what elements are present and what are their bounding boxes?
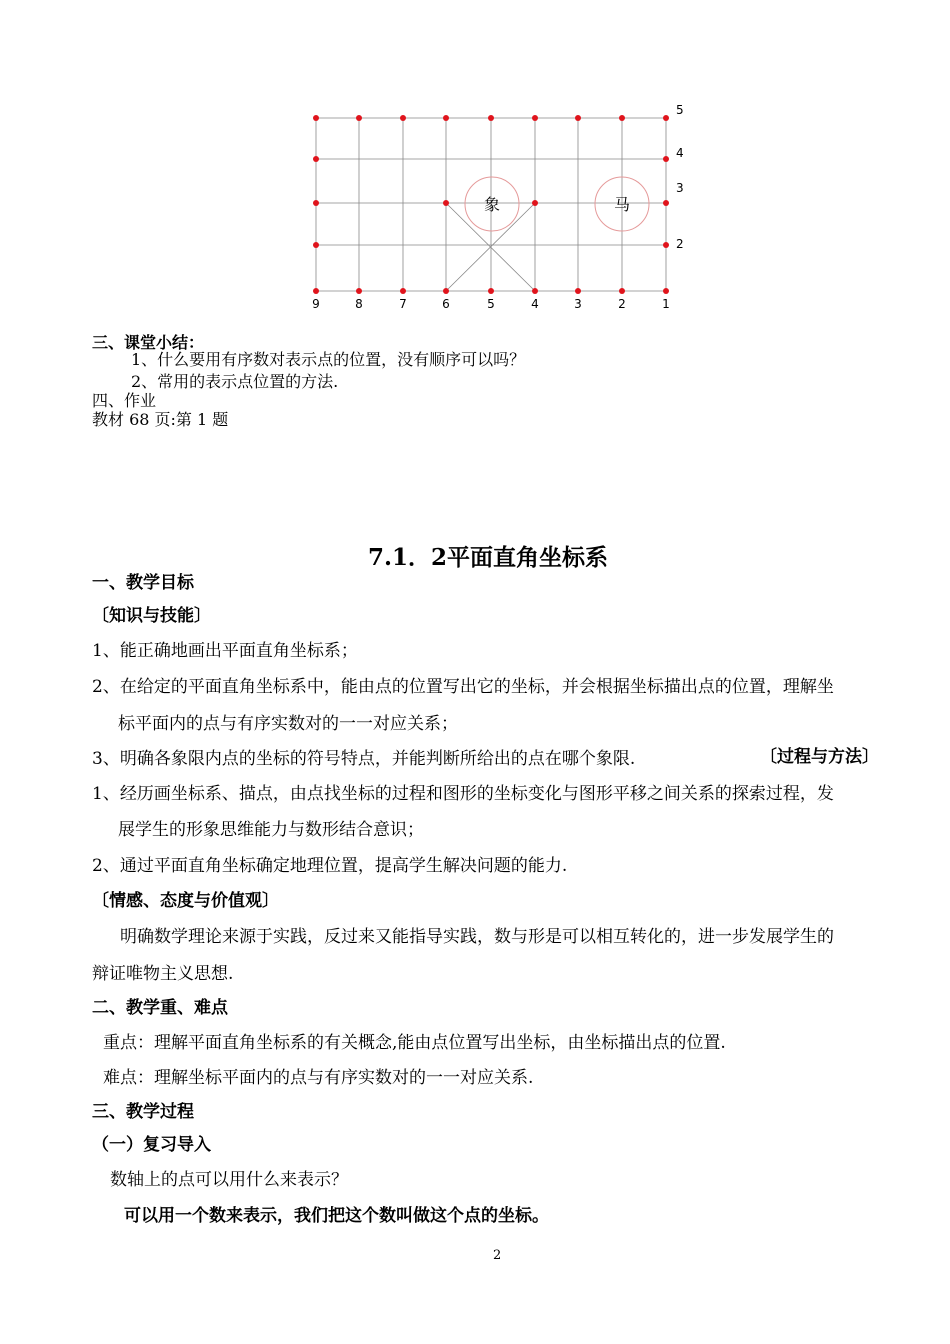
summary-heading: 三、课堂小结： xyxy=(92,333,205,352)
bottom-axis-label: 7 xyxy=(399,297,407,311)
knowledge-item-2-line1: 2、在给定的平面直角坐标系中，能由点的位置写出它的坐标，并会根据坐标描出点的位置，理解坐 xyxy=(92,677,834,697)
grid-dot xyxy=(575,115,581,121)
review-answer: 可以用一个数来表示，我们把这个数叫做这个点的坐标。 xyxy=(124,1206,549,1226)
summary-item-1: 1、什么要用有序数对表示点的位置，没有顺序可以吗？ xyxy=(131,350,526,369)
grid-dot xyxy=(443,115,449,121)
piece-elephant: 象 xyxy=(483,195,501,214)
grid-dot xyxy=(313,200,319,206)
grid-dot xyxy=(488,115,494,121)
grid-dot xyxy=(619,115,625,121)
heading-process-methods: 〔过程与方法〕 xyxy=(760,747,879,767)
process-item-1-line2: 展学生的形象思维能力与数形结合意识； xyxy=(118,820,424,840)
right-axis-label: 4 xyxy=(676,146,684,160)
knowledge-item-3: 3、明确各象限内点的坐标的符号特点，并能判断所给出的点在哪个象限. xyxy=(92,749,636,769)
process-item-1-line1: 1、经历画坐标系、描点，由点找坐标的过程和图形的坐标变化与图形平移之间关系的探索过程，发 xyxy=(92,784,834,804)
summary-item-2: 2、常用的表示点位置的方法. xyxy=(131,372,339,391)
heading-teaching-process: 三、教学过程 xyxy=(92,1102,194,1122)
key-point: 重点：理解平面直角坐标系的有关概念,能由点位置写出坐标，由坐标描出点的位置. xyxy=(103,1033,726,1053)
right-axis-label: 3 xyxy=(676,181,684,195)
grid-dot xyxy=(532,288,538,294)
difficulty-point: 难点：理解坐标平面内的点与有序实数对的一一对应关系. xyxy=(103,1068,534,1088)
process-item-2: 2、通过平面直角坐标确定地理位置，提高学生解决问题的能力. xyxy=(92,856,568,876)
heading-emotion-values: 〔情感、态度与价值观〕 xyxy=(92,891,279,911)
bottom-axis-label: 3 xyxy=(574,297,582,311)
knowledge-item-1: 1、能正确地画出平面直角坐标系； xyxy=(92,641,358,661)
grid-dot xyxy=(663,242,669,248)
grid-dot xyxy=(313,115,319,121)
bottom-axis-label: 5 xyxy=(487,297,495,311)
bottom-axis-label: 9 xyxy=(312,297,320,311)
right-axis-label: 2 xyxy=(676,237,684,251)
chessboard-figure xyxy=(300,100,700,315)
emotion-text-line1: 明确数学理论来源于实践，反过来又能指导实践，数与形是可以相互转化的，进一步发展学生的 xyxy=(120,927,834,947)
subheading-review: （一）复习导入 xyxy=(92,1135,211,1155)
right-axis-label: 5 xyxy=(676,103,684,117)
section-title: 7.1．2平面直角坐标系 xyxy=(368,544,609,571)
review-question: 数轴上的点可以用什么来表示？ xyxy=(110,1170,348,1190)
grid-dot xyxy=(663,115,669,121)
heading-teaching-goals: 一、教学目标 xyxy=(92,573,194,593)
grid-dot xyxy=(313,242,319,248)
grid-dot xyxy=(663,288,669,294)
knowledge-item-2-line2: 标平面内的点与有序实数对的一一对应关系； xyxy=(118,714,458,734)
bottom-axis-label: 1 xyxy=(662,297,670,311)
grid-dot xyxy=(619,288,625,294)
grid-dot xyxy=(356,288,362,294)
grid-dot xyxy=(663,200,669,206)
grid-dot xyxy=(532,200,538,206)
piece-horse: 马 xyxy=(613,195,631,214)
homework-heading: 四、作业 xyxy=(92,391,157,410)
grid-dot xyxy=(400,288,406,294)
bottom-axis-label: 2 xyxy=(618,297,626,311)
grid-dot xyxy=(575,288,581,294)
page-number: 2 xyxy=(493,1248,502,1263)
heading-key-difficult: 二、教学重、难点 xyxy=(92,998,228,1018)
bottom-axis-label: 6 xyxy=(442,297,450,311)
heading-knowledge-skills: 〔知识与技能〕 xyxy=(92,606,211,626)
bottom-axis-label: 8 xyxy=(355,297,363,311)
grid-dot xyxy=(488,288,494,294)
grid-dot xyxy=(313,288,319,294)
emotion-text-line2: 辩证唯物主义思想. xyxy=(92,964,234,984)
bottom-axis-label: 4 xyxy=(531,297,539,311)
grid-dot xyxy=(443,288,449,294)
grid-dot xyxy=(356,115,362,121)
grid-dot xyxy=(532,115,538,121)
grid-dot xyxy=(313,156,319,162)
grid-dot xyxy=(663,156,669,162)
homework-text: 教材 68 页:第 1 题 xyxy=(92,410,229,429)
grid-dot xyxy=(443,200,449,206)
grid-dot xyxy=(400,115,406,121)
